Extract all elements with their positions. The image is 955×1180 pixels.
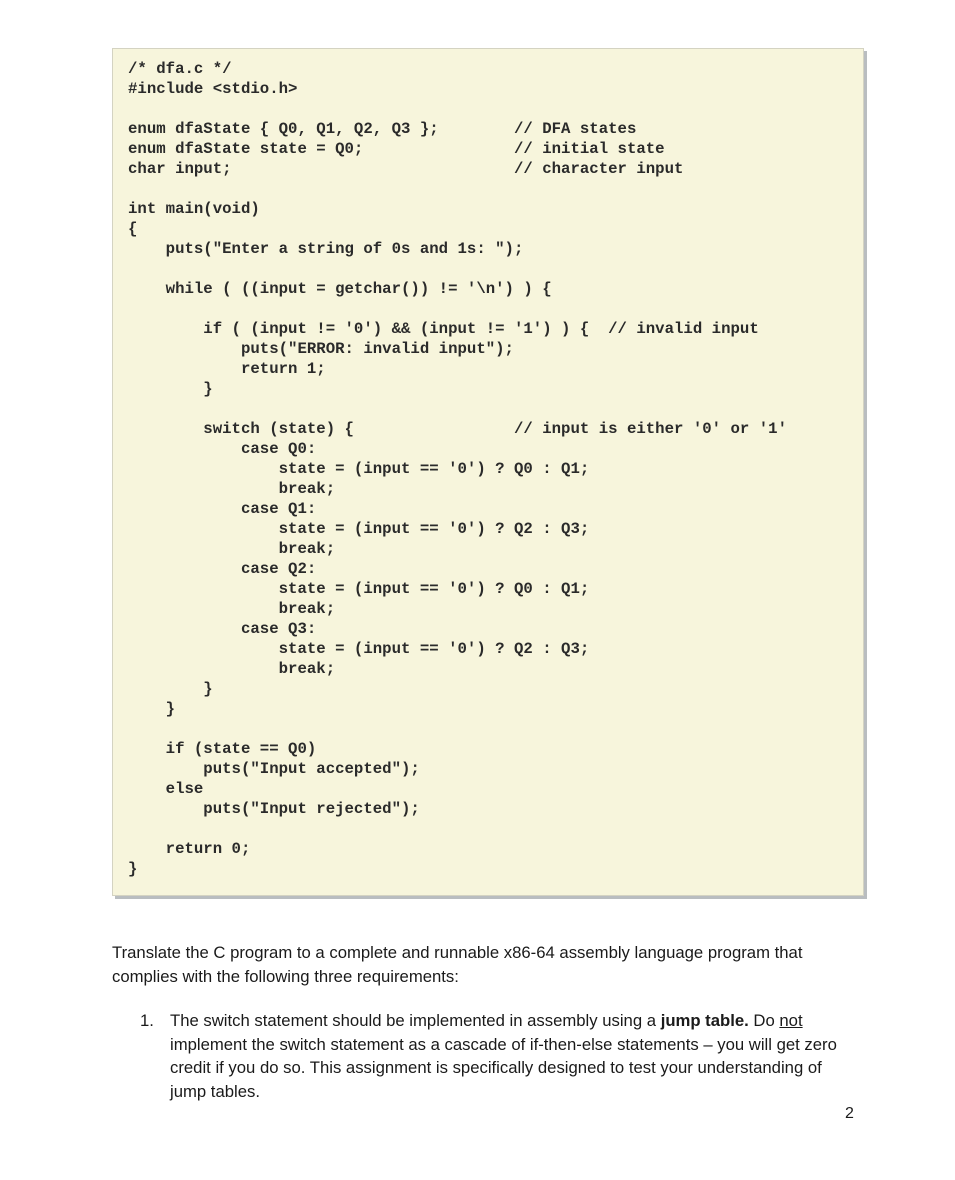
code-line: } [128,700,176,718]
requirement-number: 1. [140,1011,154,1030]
requirements-list [140,1009,850,1103]
code-line: enum dfaState { Q0, Q1, Q2, Q3 }; // DFA states [128,120,637,138]
code-line: puts("Enter a string of 0s and 1s: "); [128,240,524,258]
code-line: char input; // character input [128,160,684,178]
code-line: state = (input == '0') ? Q2 : Q3; [128,520,590,538]
code-line: if ( (input != '0') && (input != '1') ) { // invalid input [128,320,759,338]
code-line: case Q0: [128,440,317,458]
code-line: break; [128,480,336,498]
code-line: break; [128,540,336,558]
code-line: /* dfa.c */ [128,60,232,78]
code-line: return 0; [128,840,251,858]
code-line: state = (input == '0') ? Q0 : Q1; [128,580,590,598]
page-number: 2 [845,1105,854,1122]
requirement-item-1 [140,1009,850,1103]
code-line: break; [128,600,336,618]
code-listing [112,48,864,896]
code-line: enum dfaState state = Q0; // initial state [128,140,665,158]
req-text-b: Do [748,1011,780,1030]
code-line: while ( ((input = getchar()) != '\n') ) { [128,280,552,298]
code-line: } [128,860,138,878]
code-line: state = (input == '0') ? Q2 : Q3; [128,640,590,658]
code-line: #include <stdio.h> [128,80,298,98]
req-bold: jump table. [660,1011,749,1030]
code-line: } [128,380,213,398]
code-line: puts("Input rejected"); [128,800,420,818]
code-line: break; [128,660,336,678]
code-line: puts("Input accepted"); [128,760,420,778]
req-underlined: not [779,1011,803,1030]
code-line: int main(void) [128,200,260,218]
code-line: if (state == Q0) [128,740,317,758]
req-text-c: implement the switch statement as a cascade of if-then-else statements – you will get zero credit if you do so. This assignment is specifically designed to test your understanding of jump tables. [170,1034,837,1101]
req-text-a: The switch statement should be implemented in assembly using a [170,1011,661,1030]
code-line: state = (input == '0') ? Q0 : Q1; [128,460,590,478]
code-line: case Q2: [128,560,317,578]
intro-paragraph: Translate the C program to a complete and runnable x86-64 assembly language program that complies with the following three requirements: [112,943,803,986]
code-line: switch (state) { // input is either '0' or '1' [128,420,787,438]
code-line: case Q3: [128,620,317,638]
code-line: } [128,680,213,698]
code-line: return 1; [128,360,326,378]
code-line: case Q1: [128,500,317,518]
requirement-text [170,1009,850,1103]
code-line: else [128,780,204,798]
code-line: { [128,220,138,238]
code-line: puts("ERROR: invalid input"); [128,340,514,358]
